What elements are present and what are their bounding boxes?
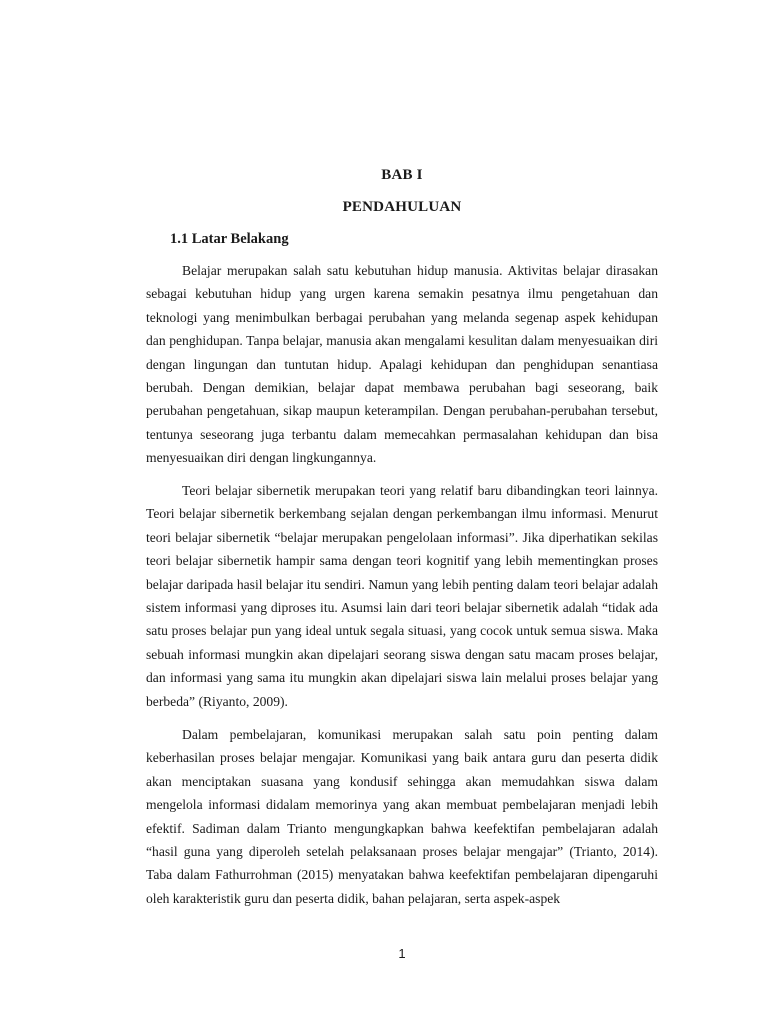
- paragraph-text: Teori belajar sibernetik merupakan teori yang relatif baru dibandingkan teori lainnya. Teori belajar sibernetik berkembang sejalan dengan perkembangan ilmu informasi. Menurut teori belajar sibernetik “belajar merupakan pengelolaan informasi”. Jika diperhatikan sekilas teori belajar sibernetik hampir sama dengan teori kognitif yang lebih mementingkan proses belajar daripada hasil belajar itu sendiri. Namun yang lebih penting dalam teori belajar adalah sistem informasi yang diproses itu. Asumsi lain dari teori belajar sibernetik adalah “tidak ada satu proses belajar pun yang ideal untuk segala situasi, yang cocok untuk semua siswa. Maka sebuah informasi mungkin akan dipelajari seorang siswa dengan satu macam proses belajar, dan informasi yang sama itu mungkin akan dipelajari siswa lain melalui proses belajar yang berbeda” (Riyanto, 2009).: [146, 483, 658, 709]
- chapter-title: PENDAHULUAN: [342, 199, 462, 215]
- paragraph-text: Belajar merupakan salah satu kebutuhan hidup manusia. Aktivitas belajar dirasakan sebagai kebutuhan hidup yang urgen karena semakin pesatnya ilmu pengetahuan dan teknologi yang menimbulkan berbagai perubahan yang melanda segenap aspek kehidupan dan penghidupan. Tanpa belajar, manusia akan mengalami kesulitan dalam menyesuaikan diri dengan lingungan dan tuntutan hidup. Apalagi kehidupan dan penghidupan senantiasa berubah. Dengan demikian, belajar dapat membawa perubahan bagi seseorang, baik perubahan pengetahuan, sikap maupun keterampilan. Dengan perubahan-perubahan tersebut, tentunya seseorang juga terbantu dalam memecahkan permasalahan kehidupan dan bisa menyesuaikan diri dengan lingkungannya.: [146, 263, 658, 466]
- paragraph-text: Dalam pembelajaran, komunikasi merupakan salah satu poin penting dalam keberhasilan proses belajar mengajar. Komunikasi yang baik antara guru dan peserta didik akan menciptakan suasana yang kondusif sehingga akan memudahkan siswa dalam mengelola informasi didalam memorinya yang akan membuat pembelajaran menjadi lebih efektif. Sadiman dalam Trianto mengungkapkan bahwa keefektifan pembelajaran adalah “hasil guna yang diperoleh setelah pelaksanaan proses belajar mengajar” (Trianto, 2014). Taba dalam Fathurrohman (2015) menyatakan bahwa keefektifan pembelajaran dipengaruhi oleh karakteristik guru dan peserta didik, bahan pelajaran, serta aspek-aspek: [146, 727, 658, 906]
- chapter-number: BAB I: [381, 167, 423, 183]
- section-heading: 1.1 Latar Belakang: [170, 231, 289, 247]
- paragraph: [146, 479, 658, 713]
- paragraph: [146, 259, 658, 470]
- paragraph: [146, 723, 658, 910]
- page-number: 1: [398, 946, 406, 961]
